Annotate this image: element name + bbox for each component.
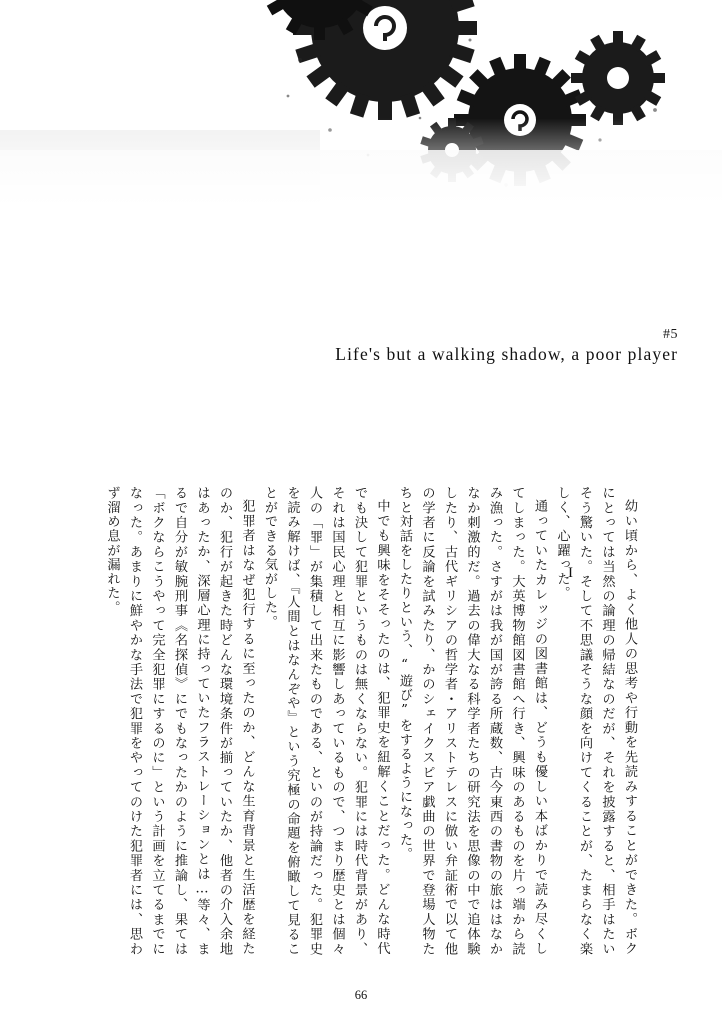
chapter-number: #5 [663, 327, 678, 342]
body-text [100, 486, 640, 956]
chapter-title: Life's but a walking shadow, a poor player [335, 344, 678, 364]
section-mark: I [568, 565, 574, 581]
art-fade [0, 0, 722, 215]
body-paragraph: 犯罪者はなぜ犯行するに至ったのか、どんな生育背景と生活歴を経たのか、犯行が起きた時どんな環境条件が揃っていたか、他者の介入余地はあったか、深層心理に持っていたフラストレーションとは…等々、まるで自分が敏腕刑事《名探偵》にでもなったかのように推論し、果ては「ボクならこうやって完全犯罪にするのに」という計画を立てるまでになった。あまりに鮮やかな手法で犯罪をやってのけた犯罪者には、思わず溜め息が漏れた。 [104, 486, 255, 956]
body-paragraph: 幼い頃から、よく他人の思考や行動を先読みすることができた。ボクにとっては当然の論理の帰結なのだが、それを披露すると、相手はたいそう驚いた。そして不思議そうな顔を向けてくることが、たまらなく楽しく、心躍った。 [554, 486, 637, 956]
page-number: 66 [354, 988, 368, 1002]
body-paragraph: 中でも興味をそそったのは、犯罪史を紐解くことだった。どんな時代でも決して犯罪というものは無くならない。犯罪には時代背景があり、それは国民心理と相互に影響しあっているもので、つまり歴史とは個々人の「罪」が集積して出来たものである、といのが持論だった。犯罪史を読み解けば、『人間とはなんぞや』という究極の命題を俯瞰して見ることができる気がした。 [262, 486, 390, 956]
gear-illustration [0, 0, 722, 215]
body-paragraph: 通っていたカレッジの図書館は、どうも優しい本ばかりで読み尽くしてしまった。大英博物館図書館へ行き、興味のあるものを片っ端から読み漁った。さすがは我が国が誇る所蔵数、古今東西の書物の旅ははなかなか刺激的だ。過去の偉大なる科学者たちの研究法を思像の中で追体験したり、古代ギリシアの哲学者・アリストテレスに倣い弁証術で以て他の学者に反論を試みたり、かのシェイクスピア戯曲の世界で登場人物たちと対話をしたりという、“遊び”をするようになった。 [397, 486, 547, 956]
